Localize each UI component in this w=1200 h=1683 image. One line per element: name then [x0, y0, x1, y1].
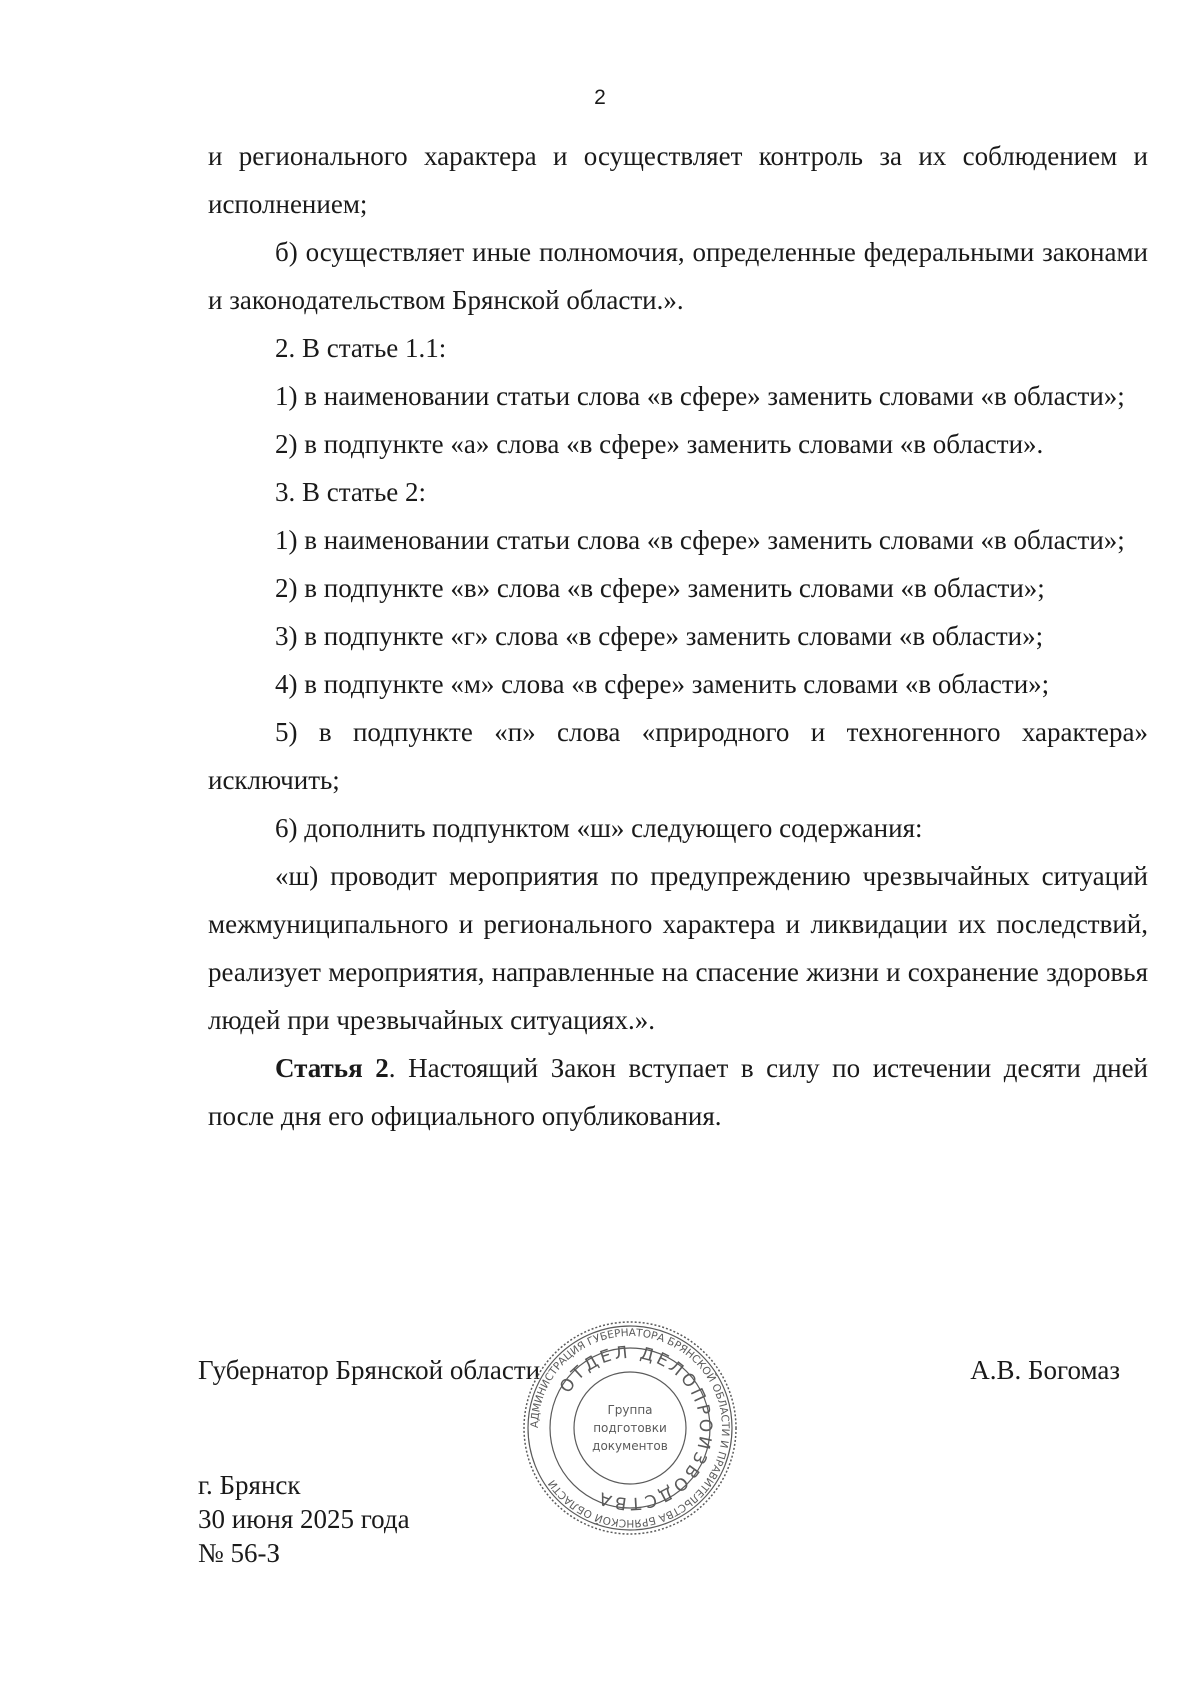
- paragraph: и регионального характера и осуществляет контроль за их соблюдением и исполнением;: [208, 141, 1148, 219]
- paragraph: 2) в подпункте «в» слова «в сфере» заменить словами «в области»;: [275, 573, 1045, 603]
- place-date-block: [198, 1468, 410, 1570]
- paragraph: 4) в подпункте «м» слова «в сфере» заменить словами «в области»;: [275, 669, 1050, 699]
- paragraph: «ш) проводит мероприятия по предупреждению чрезвычайных ситуаций межмуниципального и регионального характера и ликвидации их последствий, реализует мероприятия, направленные на спасение жизни и сохранение здоровья людей при чрезвычайных ситуациях.».: [208, 861, 1148, 1035]
- page-number: 2: [594, 86, 606, 109]
- article-2-paragraph: [208, 1044, 1148, 1140]
- paragraph: 1) в наименовании статьи слова «в сфере» заменить словами «в области»;: [275, 381, 1125, 411]
- governor-name: А.В. Богомаз: [970, 1355, 1120, 1385]
- city: г. Брянск: [198, 1470, 301, 1500]
- stamp-center-line-3: документов: [592, 1439, 668, 1453]
- paragraph: 3) в подпункте «г» слова «в сфере» заменить словами «в области»;: [275, 621, 1044, 651]
- paragraph: 2. В статье 1.1:: [275, 333, 447, 363]
- paragraph: б) осуществляет иные полномочия, определенные федеральными законами и законодательством Брянской области.».: [208, 237, 1148, 315]
- paragraph: 2) в подпункте «а» слова «в сфере» заменить словами «в области».: [275, 429, 1044, 459]
- article-2-label: Статья 2: [275, 1053, 389, 1083]
- governor-title: Губернатор Брянской области: [198, 1355, 541, 1385]
- official-stamp: [520, 1318, 740, 1538]
- stamp-outer-text: АДМИНИСТРАЦИЯ ГУБЕРНАТОРА БРЯНСКОЙ ОБЛАСТИ И ПРАВИТЕЛЬСТВА БРЯНСКОЙ ОБЛАСТИ: [528, 1326, 732, 1530]
- stamp-center-line-1: Группа: [607, 1403, 653, 1417]
- document-body: [208, 132, 1148, 1140]
- paragraph: 6) дополнить подпунктом «ш» следующего содержания:: [275, 813, 923, 843]
- law-number: № 56-З: [198, 1538, 281, 1568]
- paragraph: 3. В статье 2:: [275, 477, 427, 507]
- paragraph: 1) в наименовании статьи слова «в сфере» заменить словами «в области»;: [275, 525, 1125, 555]
- date: 30 июня 2025 года: [198, 1504, 410, 1534]
- stamp-middle-text: ОТДЕЛ ДЕЛОПРОИЗВОДСТВА: [556, 1342, 716, 1514]
- article-2-text: . Настоящий Закон вступает в силу по истечении десяти дней после дня его официального опубликования.: [208, 1053, 1148, 1131]
- paragraph: 5) в подпункте «п» слова «природного и техногенного характера» исключить;: [208, 717, 1148, 795]
- stamp-center-line-2: подготовки: [593, 1421, 667, 1435]
